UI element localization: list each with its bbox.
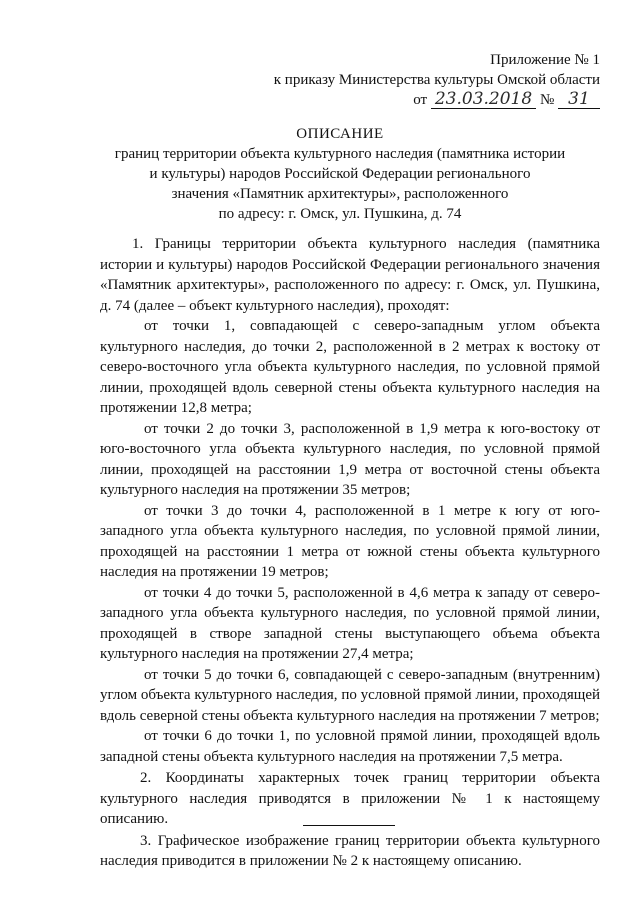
- number-prefix: №: [539, 92, 555, 108]
- subtitle-line: границ территории объекта культурного наследия (памятника истории: [114, 146, 566, 162]
- document-title-block: [60, 124, 620, 224]
- appendix-label: Приложение № 1: [490, 52, 600, 68]
- document-body: [100, 234, 600, 872]
- order-reference: к приказу Министерства культуры Омской области: [273, 72, 600, 88]
- boundary-segment-4-5: от точки 4 до точки 5, расположенной в 4,6 метра к западу от северо-западного угла объекта культурного наследия, по условной прямой линии, проходящей в створе западной стены выступающего объема объекта культурного наследия на протяжении 27,4 метра;: [100, 584, 600, 662]
- subtitle-line: по адресу: г. Омск, ул. Пушкина, д. 74: [218, 206, 462, 222]
- handwritten-date: 23.03.2018: [431, 90, 536, 109]
- date-prefix: от: [413, 92, 428, 108]
- clause-2: 2. Координаты характерных точек границ территории объекта культурного наследия приводятся в приложении № 1 к настоящему описанию.: [100, 770, 600, 827]
- subtitle-line: и культуры) народов Российской Федерации регионального: [149, 166, 531, 182]
- order-date-line: [274, 90, 600, 110]
- boundary-segment-3-4: от точки 3 до точки 4, расположенной в 1 метре к югу от юго-западного угла объекта культурного наследия, по условной прямой линии, проходящей на расстоянии 1 метра от южной стены объекта культурного наследия на протяжении 19 метров;: [100, 502, 600, 580]
- handwritten-number: 31: [558, 90, 600, 109]
- boundary-segment-1-2: от точки 1, совпадающей с северо-западным углом объекта культурного наследия, до точки 2, расположенной в 2 метрах к востоку от северо-восточного угла объекта культурного наследия, по условной прямой линии, проходящей вдоль северной стены объекта культурного наследия на протяжении 12,8 метра;: [100, 318, 600, 416]
- boundary-segment-6-1: от точки 6 до точки 1, по условной прямой линии, проходящей вдоль западной стены объекта культурного наследия на протяжении 7,5 метра.: [100, 728, 600, 765]
- subtitle-line: значения «Памятник архитектуры», расположенного: [171, 186, 509, 202]
- closing-rule: [303, 825, 395, 826]
- clause-1: 1. Границы территории объекта культурного наследия (памятника истории и культуры) народов Российской Федерации регионального значения «Памятник архитектуры», расположенного по адресу: г. Омск, ул. Пушкина, д. 74 (далее – объект культурного наследия), проходят:: [100, 236, 600, 314]
- boundary-segment-2-3: от точки 2 до точки 3, расположенной в 1,9 метра к юго-востоку от юго-восточного угла объекта культурного наследия, по условной прямой линии, проходящей на расстоянии 1,9 метра от восточной стены объекта культурного наследия на протяжении 35 метров;: [100, 420, 600, 498]
- clause-3: 3. Графическое изображение границ территории объекта культурного наследия приводится в приложении № 2 к настоящему описанию.: [100, 832, 600, 869]
- boundary-segment-5-6: от точки 5 до точки 6, совпадающей с северо-западным (внутренним) углом объекта культурного наследия, по условной прямой линии, проходящей вдоль северной стены объекта культурного наследия на протяжении 7 метров;: [100, 666, 600, 724]
- appendix-header: [274, 50, 600, 110]
- document-title: ОПИСАНИЕ: [296, 126, 384, 142]
